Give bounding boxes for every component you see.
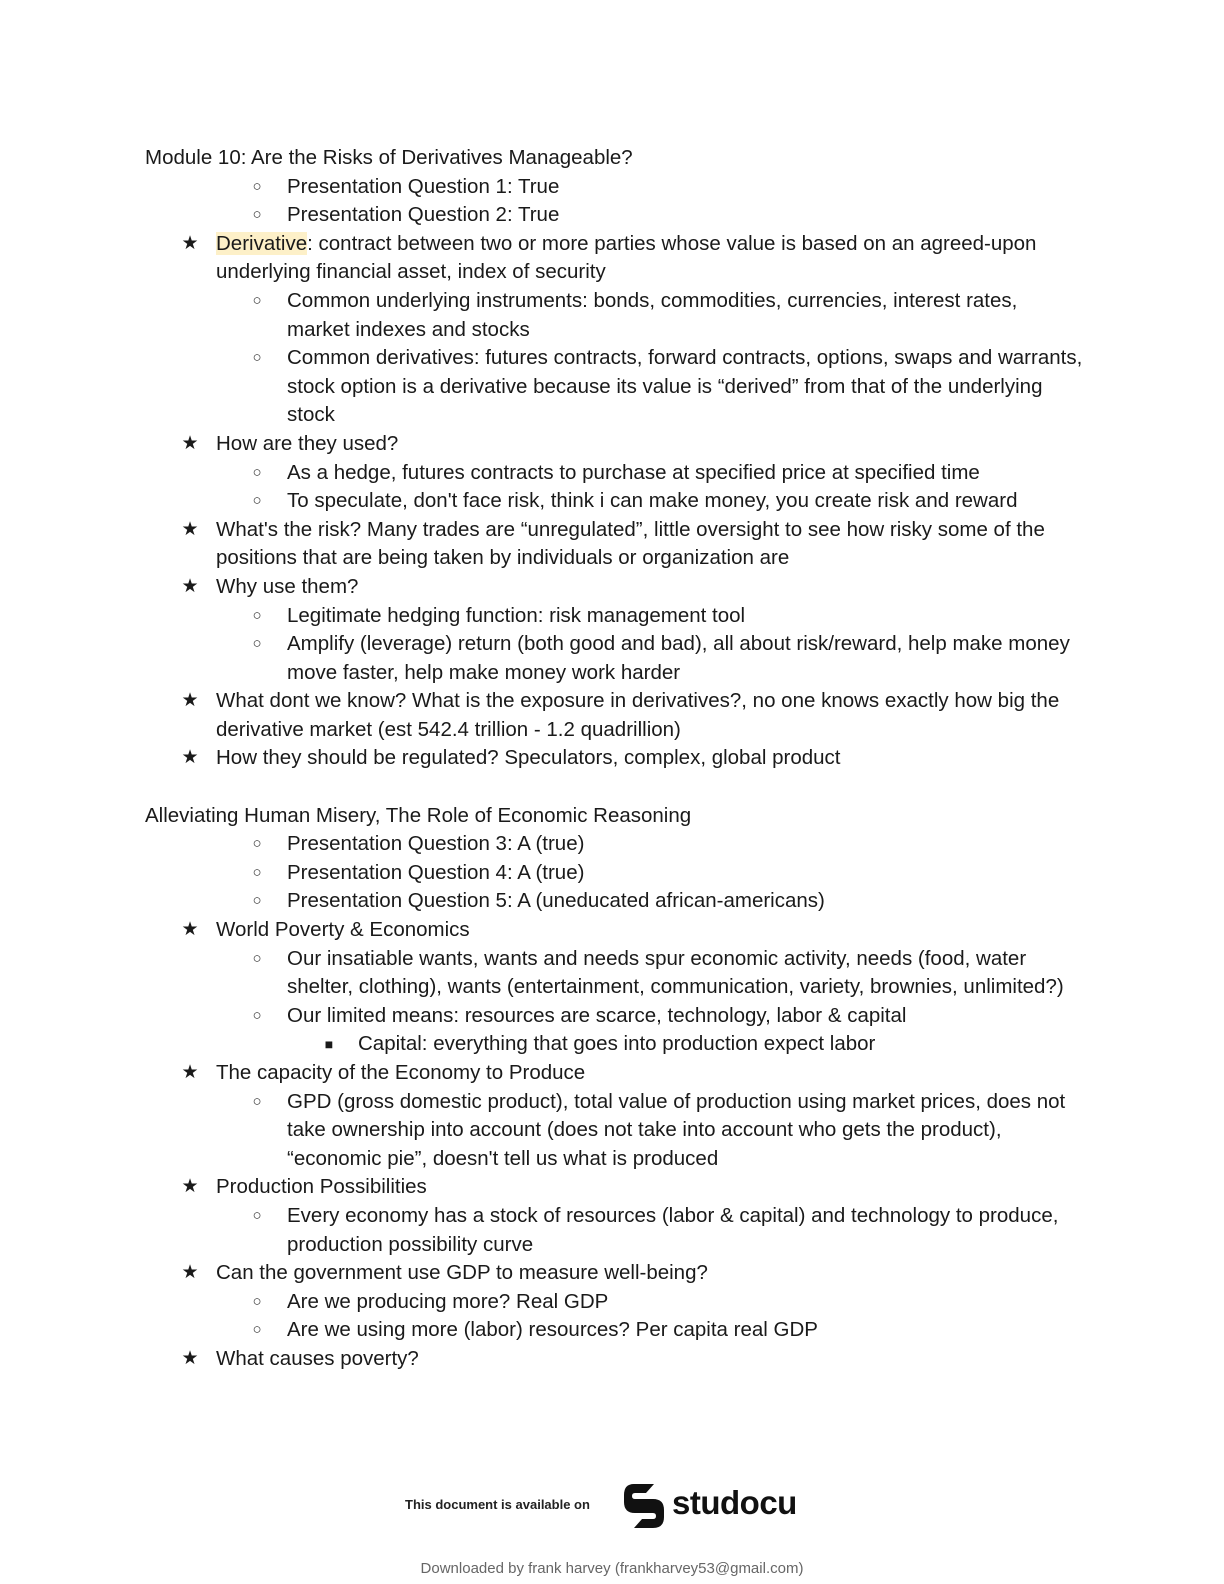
star-bullet-icon: ★ — [181, 1262, 199, 1284]
circle-bullet-icon: ○ — [252, 1292, 262, 1310]
studocu-logo-icon[interactable] — [620, 1482, 668, 1530]
star-bullet-icon: ★ — [181, 919, 199, 941]
circle-bullet-icon: ○ — [252, 349, 262, 367]
circle-bullet-icon: ○ — [252, 463, 262, 481]
list-item-text: What dont we know? What is the exposure in derivatives?, no one knows exactly how big the derivative market (est 542.4 trillion - 1.2 quadrillion) — [216, 689, 1060, 741]
list-item-text: Common derivatives: futures contracts, forward contracts, options, swaps and warrants, stock option is a derivative because its value is “derived” from that of the underlying stock — [287, 346, 1083, 427]
section-gap — [145, 773, 1085, 802]
list-item — [145, 344, 1085, 430]
downloaded-by-note: Downloaded by frank harvey (frankharvey53@gmail.com) — [420, 1560, 804, 1577]
list-item-text: What's the risk? Many trades are “unregulated”, little oversight to see how risky some of the positions that are being taken by individuals or organization are — [216, 517, 1045, 570]
star-bullet-icon: ★ — [181, 690, 199, 712]
list-item-text: World Poverty & Economics — [216, 918, 470, 942]
list-item — [145, 916, 1085, 945]
circle-bullet-icon: ○ — [252, 1006, 262, 1024]
list-item — [145, 859, 1085, 888]
list-item — [145, 1288, 1085, 1317]
list-item-text: The capacity of the Economy to Produce — [216, 1061, 586, 1084]
list-item — [145, 687, 1085, 744]
list-item — [145, 487, 1085, 516]
page-footer — [0, 1478, 1224, 1578]
star-bullet-icon: ★ — [181, 432, 199, 454]
list-item-text: Are we producing more? Real GDP — [287, 1289, 609, 1313]
circle-bullet-icon: ○ — [252, 949, 262, 967]
list-item-text: To speculate, don't face risk, think i can make money, you create risk and reward — [287, 489, 1018, 513]
list-item — [145, 1088, 1085, 1174]
list-item — [145, 887, 1085, 916]
list-item-text: How they should be regulated? Speculators, complex, global product — [216, 746, 841, 770]
circle-bullet-icon: ○ — [252, 1092, 262, 1110]
star-bullet-icon: ★ — [181, 575, 199, 597]
list-item-text: : contract between two or more parties whose value is based on an agreed-upon underlying financial asset, index of security — [216, 231, 1037, 284]
list-item — [145, 1259, 1085, 1288]
list-item-text: Legitimate hedging function: risk management tool — [287, 603, 746, 627]
circle-bullet-icon: ○ — [252, 1206, 262, 1224]
list-item-text: Presentation Question 4: A (true) — [287, 860, 585, 884]
list-item — [145, 1345, 1085, 1374]
circle-bullet-icon: ○ — [252, 606, 262, 624]
circle-bullet-icon: ○ — [252, 206, 262, 224]
circle-bullet-icon: ○ — [252, 863, 262, 881]
section-title: Module 10: Are the Risks of Derivatives Manageable? — [145, 146, 633, 169]
list-item-text: Are we using more (labor) resources? Per capita real GDP — [287, 1318, 818, 1342]
list-item — [145, 1202, 1085, 1259]
studocu-brand[interactable]: studocu — [672, 1484, 797, 1521]
list-item — [145, 945, 1085, 1002]
circle-bullet-icon: ○ — [252, 1321, 262, 1339]
circle-bullet-icon: ○ — [252, 635, 262, 653]
list-item — [145, 830, 1085, 859]
list-item-text: Presentation Question 1: True — [287, 174, 560, 198]
circle-bullet-icon: ○ — [252, 177, 262, 195]
list-item-text: Amplify (leverage) return (both good and bad), all about risk/reward, help make money move faster, help make money work harder — [287, 632, 1070, 684]
list-item — [145, 1002, 1085, 1031]
square-bullet-icon: ■ — [324, 1036, 334, 1053]
list-item — [145, 1316, 1085, 1345]
list-item — [145, 516, 1085, 573]
list-item — [145, 430, 1085, 459]
circle-bullet-icon: ○ — [252, 492, 262, 510]
list-item — [145, 201, 1085, 230]
circle-bullet-icon: ○ — [252, 291, 262, 309]
list-item-text: GPD (gross domestic product), total value of production using market prices, does not take ownership into account (does not take into account who gets the product), “economic pie”, doesn't tell us what is produced — [287, 1089, 1066, 1170]
list-item-text: Every economy has a stock of resources (labor & capital) and technology to produce, production possibility curve — [287, 1203, 1059, 1256]
list-item-text: Presentation Question 2: True — [287, 203, 560, 227]
list-item — [145, 602, 1085, 631]
list-item-text: Can the government use GDP to measure well-being? — [216, 1261, 708, 1285]
list-item — [145, 230, 1085, 287]
list-item-text: As a hedge, futures contracts to purchase at specified price at specified time — [287, 460, 980, 484]
list-item — [145, 459, 1085, 488]
list-item — [145, 573, 1085, 602]
star-bullet-icon: ★ — [181, 747, 199, 769]
star-bullet-icon: ★ — [181, 518, 199, 540]
list-item-text: Common underlying instruments: bonds, commodities, currencies, interest rates, market indexes and stocks — [287, 288, 1018, 341]
list-item-text: Production Possibilities — [216, 1175, 427, 1199]
list-item — [145, 1173, 1085, 1202]
list-item — [145, 287, 1085, 344]
circle-bullet-icon: ○ — [252, 892, 262, 910]
list-item-text: Capital: everything that goes into production expect labor — [358, 1032, 876, 1056]
list-item-text: Our limited means: resources are scarce, technology, labor & capital — [287, 1003, 907, 1027]
list-item-text: Why use them? — [216, 574, 359, 598]
list-item — [145, 744, 1085, 773]
list-item — [145, 1059, 1085, 1088]
list-item-text: What causes poverty? — [216, 1346, 419, 1370]
list-item-text: Presentation Question 5: A (uneducated african-americans) — [287, 889, 825, 913]
star-bullet-icon: ★ — [181, 1176, 199, 1198]
list-item — [145, 630, 1085, 687]
list-item-text: Presentation Question 3: A (true) — [287, 832, 585, 856]
circle-bullet-icon: ○ — [252, 835, 262, 853]
list-item — [145, 1030, 1085, 1059]
section-title: Alleviating Human Misery, The Role of Economic Reasoning — [145, 803, 692, 827]
availability-note: This document is available on — [405, 1497, 590, 1512]
list-item-text: How are they used? — [216, 431, 399, 455]
document-body — [145, 144, 1085, 1374]
star-bullet-icon: ★ — [181, 232, 199, 254]
list-item-text: Our insatiable wants, wants and needs spur economic activity, needs (food, water shelter, clothing), wants (entertainment, communication, variety, brownies, unlimited?) — [287, 946, 1064, 999]
list-item — [145, 173, 1085, 202]
star-bullet-icon: ★ — [181, 1062, 199, 1083]
star-bullet-icon: ★ — [181, 1347, 199, 1369]
highlighted-term: Derivative — [216, 231, 308, 255]
